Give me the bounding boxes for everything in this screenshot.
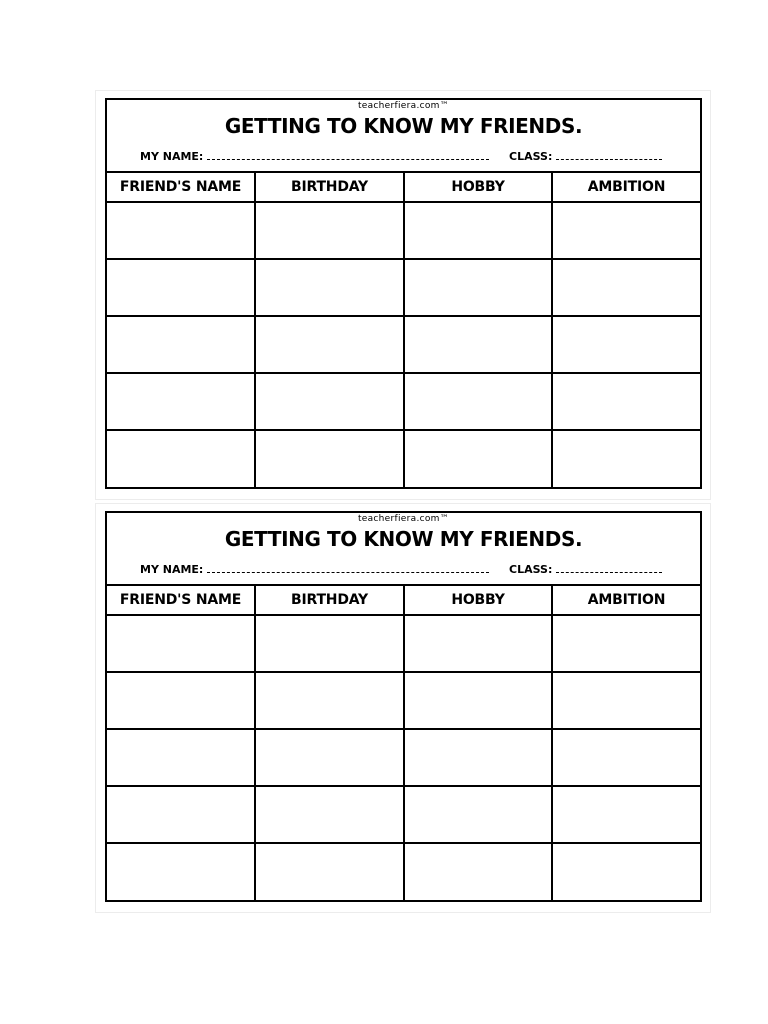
table-cell[interactable]: [404, 615, 552, 672]
table-row: [107, 729, 700, 786]
table-row: [107, 786, 700, 843]
table-cell[interactable]: [404, 729, 552, 786]
table-cell[interactable]: [107, 615, 255, 672]
table-cell[interactable]: [107, 843, 255, 900]
table-cell[interactable]: [552, 786, 700, 843]
table-cell[interactable]: [255, 202, 404, 259]
class-blank[interactable]: [556, 563, 662, 573]
table-cell[interactable]: [552, 729, 700, 786]
column-header-ambition: AMBITION: [552, 173, 700, 202]
table-cell[interactable]: [404, 430, 552, 487]
column-header-ambition: AMBITION: [552, 586, 700, 615]
table-cell[interactable]: [404, 672, 552, 729]
table-cell[interactable]: [255, 729, 404, 786]
table-cell[interactable]: [255, 672, 404, 729]
column-header-friends-name: FRIEND'S NAME: [107, 173, 255, 202]
friends-table: [107, 173, 700, 487]
table-cell[interactable]: [255, 615, 404, 672]
my-name-field[interactable]: [140, 150, 489, 163]
class-blank[interactable]: [556, 150, 662, 160]
table-cell[interactable]: [107, 672, 255, 729]
table-cell[interactable]: [552, 373, 700, 430]
table-cell[interactable]: [255, 843, 404, 900]
table-cell[interactable]: [552, 430, 700, 487]
class-field[interactable]: [509, 563, 662, 576]
class-label: CLASS:: [509, 150, 553, 163]
column-header-birthday: BIRTHDAY: [255, 586, 404, 615]
worksheet-bottom: [95, 503, 711, 913]
table-row: [107, 843, 700, 900]
table-cell[interactable]: [552, 316, 700, 373]
table-cell[interactable]: [255, 430, 404, 487]
brand-watermark: teacherfiera.com™: [357, 514, 450, 524]
table-cell[interactable]: [255, 786, 404, 843]
table-row: [107, 373, 700, 430]
my-name-blank[interactable]: [207, 563, 489, 573]
table-cell[interactable]: [404, 373, 552, 430]
table-cell[interactable]: [107, 373, 255, 430]
header-row: [107, 173, 700, 202]
brand-watermark: teacherfiera.com™: [357, 101, 450, 111]
table-cell[interactable]: [404, 843, 552, 900]
table-cell[interactable]: [255, 316, 404, 373]
table-cell[interactable]: [552, 672, 700, 729]
table-cell[interactable]: [107, 430, 255, 487]
table-cell[interactable]: [552, 202, 700, 259]
column-header-hobby: HOBBY: [404, 586, 552, 615]
table-row: [107, 259, 700, 316]
worksheet-top: [95, 90, 711, 500]
table-cell[interactable]: [107, 202, 255, 259]
table-cell[interactable]: [255, 373, 404, 430]
table-cell[interactable]: [107, 786, 255, 843]
table-row: [107, 430, 700, 487]
table-cell[interactable]: [107, 316, 255, 373]
worksheet-card: [105, 98, 702, 489]
class-label: CLASS:: [509, 563, 553, 576]
my-name-field[interactable]: [140, 563, 489, 576]
worksheet-header: [107, 513, 700, 586]
worksheet-card: [105, 511, 702, 902]
table-cell[interactable]: [552, 843, 700, 900]
worksheet-title: GETTING TO KNOW MY FRIENDS.: [224, 527, 583, 551]
table-cell[interactable]: [404, 316, 552, 373]
my-name-label: MY NAME:: [140, 150, 204, 163]
table-row: [107, 202, 700, 259]
my-name-blank[interactable]: [207, 150, 489, 160]
column-header-hobby: HOBBY: [404, 173, 552, 202]
table-row: [107, 316, 700, 373]
table-cell[interactable]: [404, 786, 552, 843]
worksheet-header: [107, 100, 700, 173]
table-cell[interactable]: [404, 259, 552, 316]
friends-table: [107, 586, 700, 900]
table-row: [107, 615, 700, 672]
header-row: [107, 586, 700, 615]
worksheet-title: GETTING TO KNOW MY FRIENDS.: [224, 114, 583, 138]
table-cell[interactable]: [552, 615, 700, 672]
class-field[interactable]: [509, 150, 662, 163]
column-header-birthday: BIRTHDAY: [255, 173, 404, 202]
table-cell[interactable]: [552, 259, 700, 316]
table-cell[interactable]: [255, 259, 404, 316]
table-cell[interactable]: [107, 259, 255, 316]
column-header-friends-name: FRIEND'S NAME: [107, 586, 255, 615]
table-row: [107, 672, 700, 729]
table-cell[interactable]: [107, 729, 255, 786]
table-cell[interactable]: [404, 202, 552, 259]
my-name-label: MY NAME:: [140, 563, 204, 576]
